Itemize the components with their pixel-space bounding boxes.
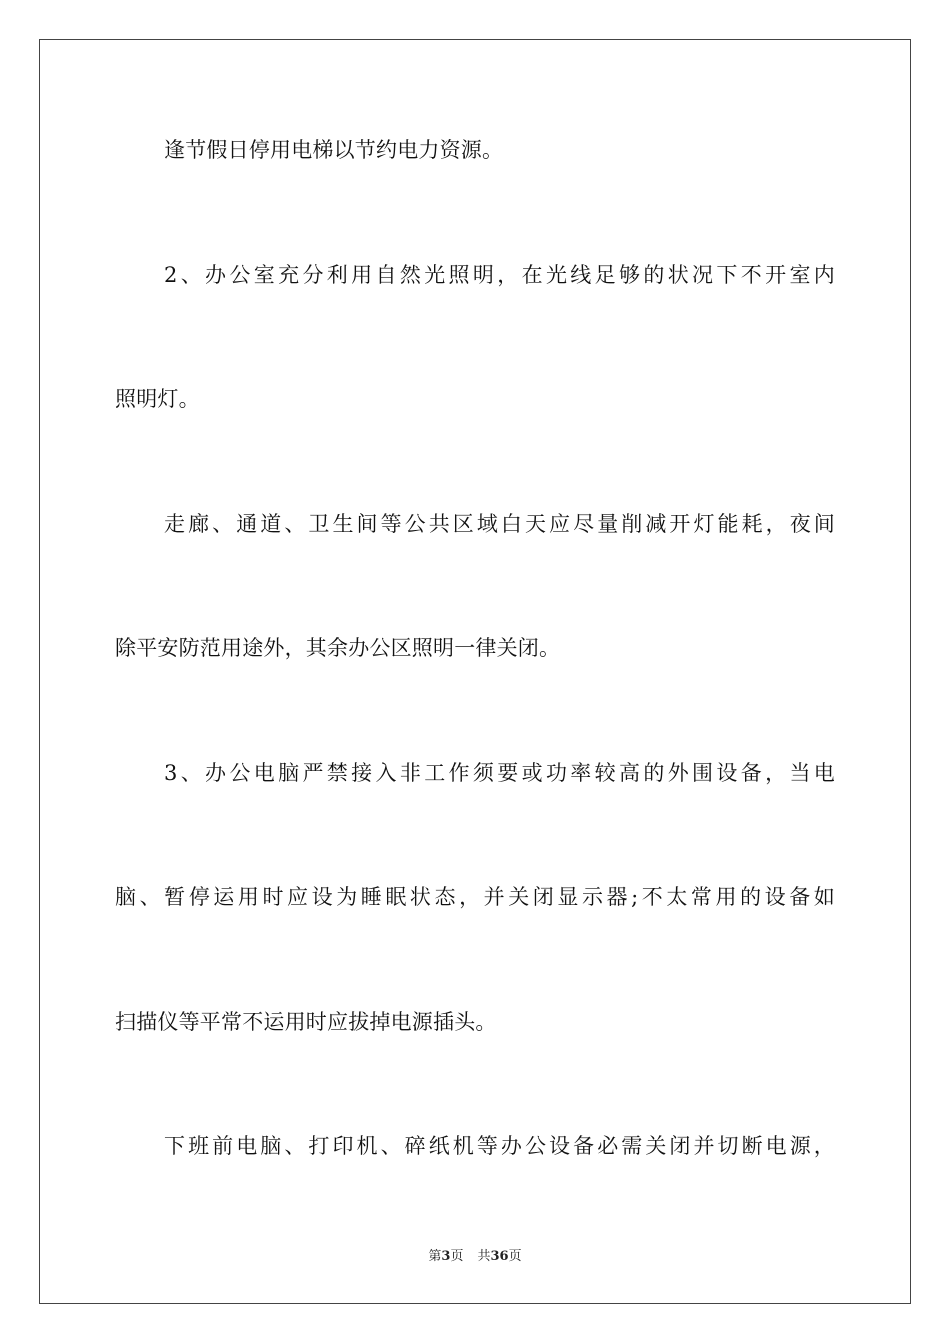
text-line-9: 下班前电脑、打印机、碎纸机等办公设备必需关闭并切断电源， [164,1134,835,1158]
total-prefix: 共 [477,1249,491,1264]
page-prefix: 第 [428,1249,442,1264]
page-suffix: 页 [450,1249,464,1264]
text-line-3: 照明灯。 [115,387,200,411]
text-line-8: 扫描仪等平常不运用时应拔掉电源插头。 [115,1010,497,1034]
total-suffix: 页 [508,1249,522,1264]
text-line-4: 走廊、通道、卫生间等公共区域白天应尽量削减开灯能耗，夜间 [164,512,835,536]
total-pages: 36 [490,1249,509,1264]
page-number: 3 [441,1249,451,1264]
text-line-2: 2、办公室充分利用自然光照明，在光线足够的状况下不开室内 [164,263,835,287]
page-border [39,39,911,1304]
text-line-5: 除平安防范用途外，其余办公区照明一律关闭。 [115,636,561,660]
page-footer [0,1248,950,1266]
text-line-6: 3、办公电脑严禁接入非工作须要或功率较高的外围设备，当电 [164,761,835,785]
text-line-7: 脑、暂停运用时应设为睡眠状态，并关闭显示器;不太常用的设备如 [115,885,835,909]
text-line-1: 逢节假日停用电梯以节约电力资源。 [164,138,504,162]
